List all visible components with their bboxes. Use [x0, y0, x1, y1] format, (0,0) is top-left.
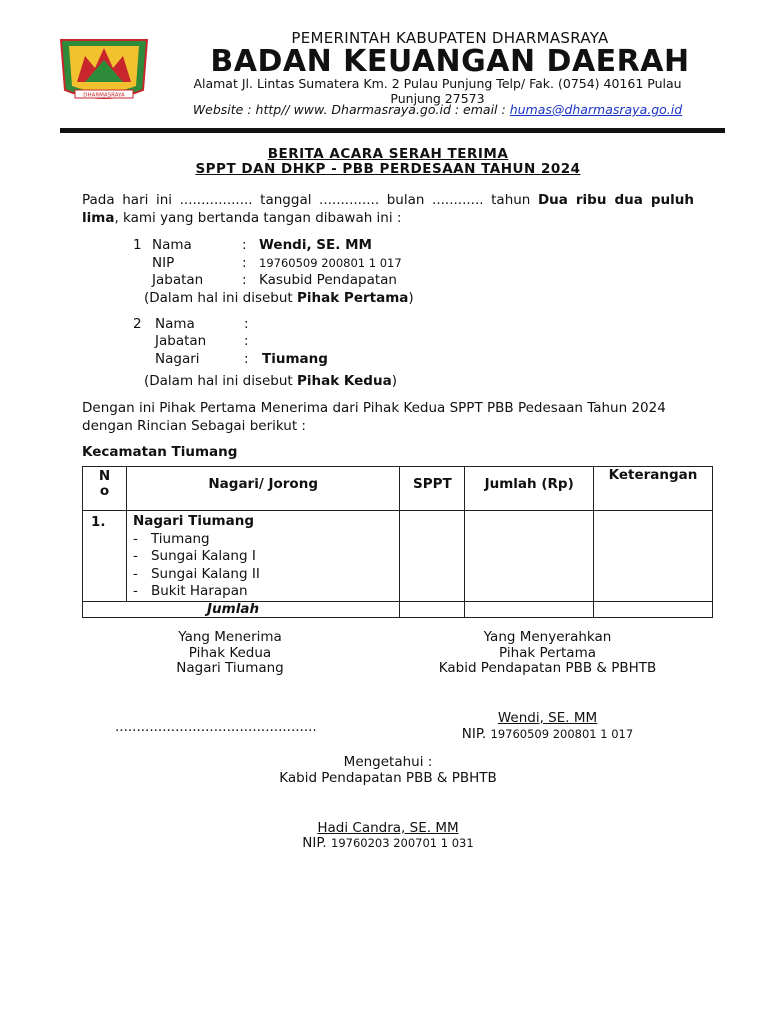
jorong-dash: - — [132, 548, 138, 564]
party1-nip-label: NIP — [152, 255, 175, 271]
row-keterangan — [594, 511, 713, 602]
website-text: Website : http// www. Dharmasraya.go.id : email : — [192, 102, 510, 117]
ack-name — [188, 821, 588, 837]
agency-name: BADAN KEUANGAN DAERAH — [210, 44, 690, 79]
party2-note — [144, 373, 397, 389]
receiver-line3: Nagari Tiumang — [176, 660, 284, 676]
party1-nama-label: Nama — [152, 237, 192, 253]
jorong-name: Sungai Kalang II — [150, 565, 260, 582]
party2-note-suffix: ) — [391, 373, 397, 389]
kecamatan-heading: Kecamatan Tiumang — [82, 444, 238, 460]
party2-nama-label: Nama — [155, 316, 195, 332]
signature-giver — [405, 630, 690, 677]
ack-name-text: Hadi Candra, SE. MM — [317, 820, 459, 836]
party1-nama-value: Wendi, SE. MM — [259, 237, 372, 253]
table-total-row — [83, 602, 713, 618]
giver-line3: Kabid Pendapatan PBB & PBHTB — [438, 660, 657, 676]
giver-nip-value: 19760509 200801 1 017 — [490, 727, 634, 741]
address-line-2: Punjung 27573 — [390, 91, 485, 106]
website-line — [175, 102, 700, 117]
intro-year: Dua ribu dua puluh lima — [82, 192, 694, 226]
intro-paragraph — [82, 192, 694, 227]
party1-note-role: Pihak Pertama — [297, 290, 409, 306]
letterhead-divider — [60, 128, 725, 133]
header-jumlah: Jumlah (Rp) — [465, 467, 594, 511]
party2-nagari-value: Tiumang — [262, 351, 328, 367]
party2-jabatan-label: Jabatan — [155, 333, 207, 349]
total-label: Jumlah — [83, 602, 400, 618]
party1-note-prefix: (Dalam hal ini disebut — [144, 290, 297, 306]
header-sppt: SPPT — [400, 467, 465, 511]
party1-jabatan-colon: : — [242, 272, 247, 288]
party1-jabatan-value: Kasubid Pendapatan — [259, 272, 397, 288]
document-subtitle: SPPT DAN DHKP - PBB PERDESAAN TAHUN 2024 — [195, 161, 581, 177]
header-keterangan: Keterangan — [594, 467, 713, 511]
giver-line1: Yang Menyerahkan — [483, 629, 612, 645]
government-name: PEMERINTAH KABUPATEN DHARMASRAYA — [291, 29, 609, 47]
party1-nip-colon: : — [242, 255, 247, 271]
party1-nip-value: 19760509 200801 1 017 — [259, 256, 402, 270]
intro-text: Pada hari ini ................. tanggal .............. bulan ............ tahun — [82, 192, 538, 208]
receiver-line1: Yang Menerima — [178, 629, 282, 645]
jorong-dash: - — [132, 530, 138, 547]
jorong-item — [133, 531, 400, 549]
giver-line2: Pihak Pertama — [498, 644, 597, 661]
row-no: 1. — [83, 511, 127, 602]
party1-number: 1 — [133, 237, 142, 253]
giver-name-text: Wendi, SE. MM — [497, 710, 598, 726]
ack-nip-value: 19760203 200701 1 031 — [331, 836, 474, 850]
jorong-item — [133, 548, 400, 566]
jorong-dash: - — [132, 583, 138, 599]
party1-nama-colon: : — [242, 237, 247, 253]
giver-name — [405, 711, 690, 727]
row-jumlah — [465, 511, 594, 602]
ack-nip — [188, 836, 588, 852]
address-line-1: Alamat Jl. Lintas Sumatera Km. 2 Pulau Punjung Telp/ Fak. (0754) 40161 Pulau — [193, 76, 682, 91]
acknowledgement — [188, 755, 588, 786]
party1-jabatan-label: Jabatan — [152, 272, 204, 288]
party1-note — [144, 290, 414, 306]
jorong-item — [133, 566, 400, 584]
party2-number: 2 — [133, 316, 142, 332]
header-no: N o — [83, 467, 127, 511]
party2-jabatan-colon: : — [244, 333, 249, 349]
giver-nip-label: NIP. — [461, 726, 487, 742]
header-nagari: Nagari/ Jorong — [126, 467, 400, 511]
giver-nip — [405, 727, 690, 743]
party2-nagari-label: Nagari — [155, 351, 200, 367]
party2-note-prefix: (Dalam hal ini disebut — [144, 373, 297, 389]
ack-line1: Mengetahui : — [343, 754, 433, 770]
total-jumlah — [465, 602, 594, 618]
svg-text:DHARMASRAYA: DHARMASRAYA — [83, 92, 125, 99]
intro-end: , kami yang bertanda tangan dibawah ini : — [114, 209, 402, 226]
row-nagari: Nagari Tiumang — [132, 513, 255, 529]
document-title: BERITA ACARA SERAH TERIMA — [267, 146, 509, 162]
row-sppt — [400, 511, 465, 602]
jorong-item — [133, 583, 400, 601]
ack-nip-label: NIP. — [302, 835, 327, 851]
party1-note-suffix: ) — [408, 290, 414, 306]
table-header-row — [83, 467, 713, 511]
email-link[interactable]: humas@dharmasraya.go.id — [509, 102, 683, 117]
ack-line2: Kabid Pendapatan PBB & PBHTB — [279, 769, 497, 786]
receiver-line2: Pihak Kedua — [188, 644, 272, 661]
statement-paragraph: Dengan ini Pihak Pertama Menerima dari Pihak Kedua SPPT PBB Pedesaan Tahun 2024 dengan Rincian Sebagai berikut : — [82, 400, 666, 434]
regency-logo — [55, 38, 153, 104]
receiver-signature-dots: ............................................... — [115, 719, 317, 735]
jorong-dash: - — [132, 565, 138, 582]
party2-note-role: Pihak Kedua — [297, 373, 392, 389]
table-row — [83, 511, 713, 602]
party2-nama-colon: : — [244, 316, 249, 332]
row-nagari-cell — [126, 511, 400, 602]
jorong-name: Tiumang — [150, 530, 210, 547]
total-sppt — [400, 602, 465, 618]
total-keterangan — [594, 602, 713, 618]
signature-receiver — [130, 630, 330, 677]
jorong-name: Sungai Kalang I — [150, 548, 256, 564]
party2-nagari-colon: : — [244, 351, 249, 367]
rincian-table — [82, 466, 713, 618]
jorong-name: Bukit Harapan — [150, 583, 248, 599]
